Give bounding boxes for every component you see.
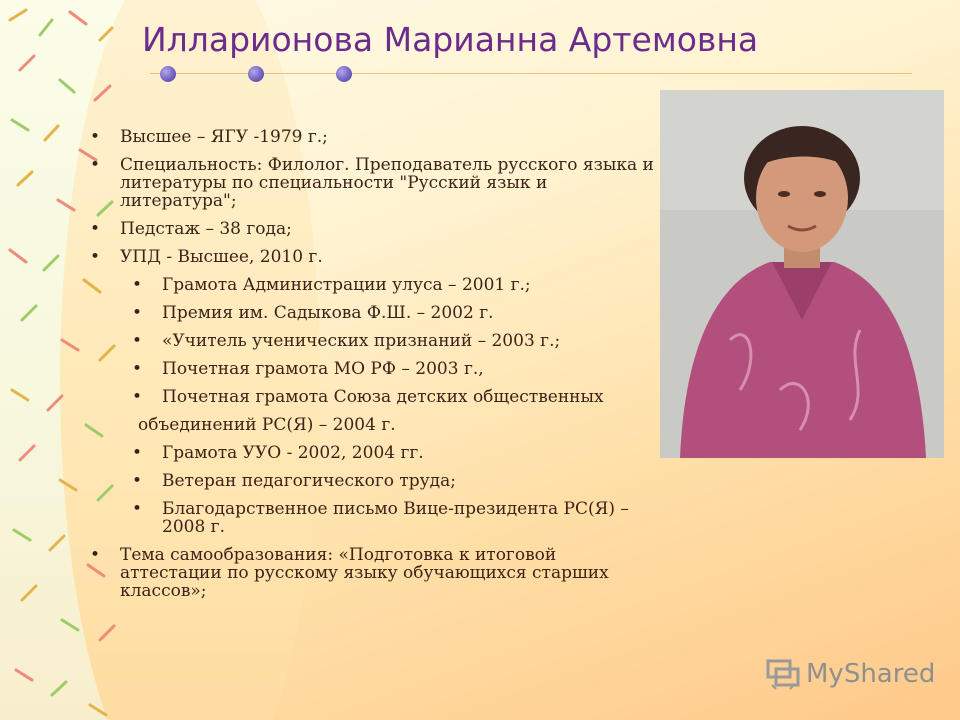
award-continuation: объединений РС(Я) – 2004 г.: [138, 415, 396, 435]
award-item: • Грамота Администрации улуса – 2001 г.;: [90, 276, 660, 294]
award-item: • Ветеран педагогического труда;: [90, 472, 660, 490]
teacher-photo: [660, 90, 944, 458]
bio-content: [90, 128, 660, 610]
award-item: • Благодарственное письмо Вице-президента РС(Я) – 2008 г.: [90, 500, 660, 536]
list-item: • УПД - Высшее, 2010 г.: [90, 248, 660, 266]
slide-title: Илларионова Марианна Артемовна: [142, 20, 759, 59]
award-item: • Почетная грамота Союза детских общественных: [90, 388, 660, 406]
decorative-dot: [336, 66, 352, 82]
award-item: • «Учитель ученических признаний – 2003 г.;: [90, 332, 660, 350]
title-divider: [150, 73, 912, 74]
list-item: • Педстаж – 38 года;: [90, 220, 660, 238]
list-item: • Тема самообразования: «Подготовка к итоговой аттестации по русскому языку обучающихся старших классов»;: [90, 546, 660, 600]
list-item: • Специальность: Филолог. Преподаватель русского языка и литературы по специальности "Русский язык и литература";: [90, 156, 660, 210]
bio-list: [90, 128, 660, 600]
logo-text: MyShared: [806, 659, 936, 689]
list-item: • Высшее – ЯГУ -1979 г.;: [90, 128, 660, 146]
logo-icon: [766, 655, 802, 691]
decorative-dot: [248, 66, 264, 82]
decorative-dot: [160, 66, 176, 82]
award-item: • Почетная грамота МО РФ – 2003 г.,: [90, 360, 660, 378]
award-item: • Грамота УУО - 2002, 2004 гг.: [90, 444, 660, 462]
myshared-logo: [766, 655, 936, 695]
award-item: • Премия им. Садыкова Ф.Ш. – 2002 г.: [90, 304, 660, 322]
